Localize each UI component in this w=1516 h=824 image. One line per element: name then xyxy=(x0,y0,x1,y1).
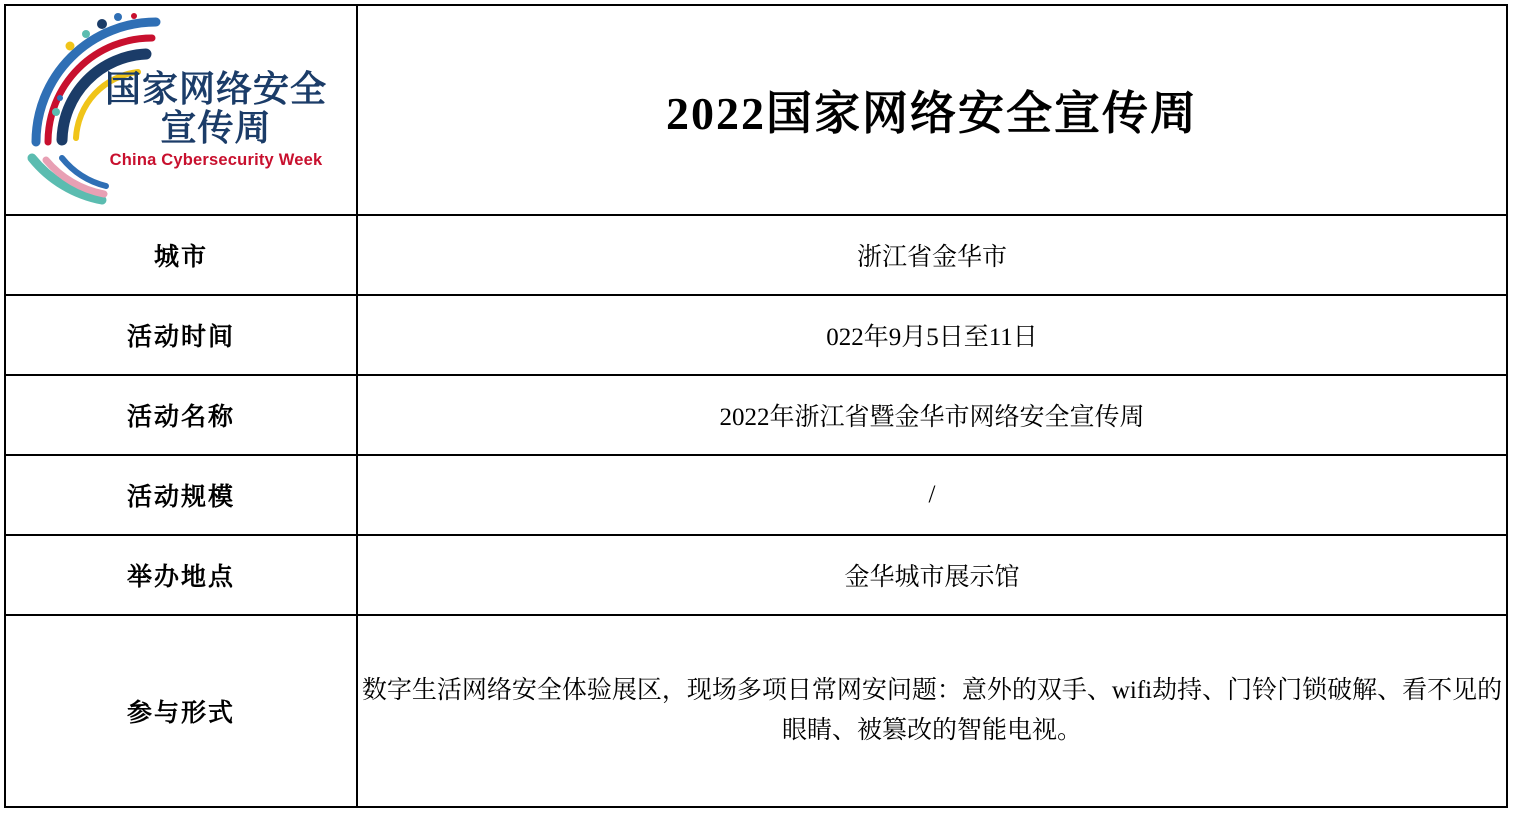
table-row-header xyxy=(5,5,1507,215)
page-title: 2022国家网络安全宣传周 xyxy=(666,88,1198,139)
logo-title-line2: 宣传周 xyxy=(160,106,272,148)
row-value-name: 2022年浙江省暨金华市网络安全宣传周 xyxy=(357,375,1507,455)
table-row-city xyxy=(5,215,1507,295)
table-row-form xyxy=(5,615,1507,807)
logo-cell xyxy=(5,5,357,215)
document-sheet xyxy=(0,4,1516,824)
table-row-time xyxy=(5,295,1507,375)
table-row-place xyxy=(5,535,1507,615)
logo-english-label: China Cybersecurity Week xyxy=(109,151,323,170)
row-label-place: 举办地点 xyxy=(5,535,357,615)
row-value-place: 金华城市展示馆 xyxy=(357,535,1507,615)
row-label-scale: 活动规模 xyxy=(5,455,357,535)
row-label-form: 参与形式 xyxy=(5,615,357,807)
row-label-time: 活动时间 xyxy=(5,295,357,375)
row-label-name: 活动名称 xyxy=(5,375,357,455)
table-row-scale xyxy=(5,455,1507,535)
table-row-name xyxy=(5,375,1507,455)
logo-title-line1: 国家网络安全 xyxy=(104,68,327,109)
row-value-city: 浙江省金华市 xyxy=(357,215,1507,295)
row-value-time: 022年9月5日至11日 xyxy=(357,295,1507,375)
title-cell xyxy=(357,5,1507,215)
event-info-table xyxy=(4,4,1508,808)
row-value-form: 数字生活网络安全体验展区，现场多项日常网安问题：意外的双手、wifi劫持、门铃门锁破解、看不见的眼睛、被篡改的智能电视。 xyxy=(357,615,1507,807)
cybersecurity-week-logo xyxy=(6,8,358,212)
logo-text xyxy=(80,70,352,170)
row-label-city: 城市 xyxy=(5,215,357,295)
row-value-scale: / xyxy=(357,455,1507,535)
